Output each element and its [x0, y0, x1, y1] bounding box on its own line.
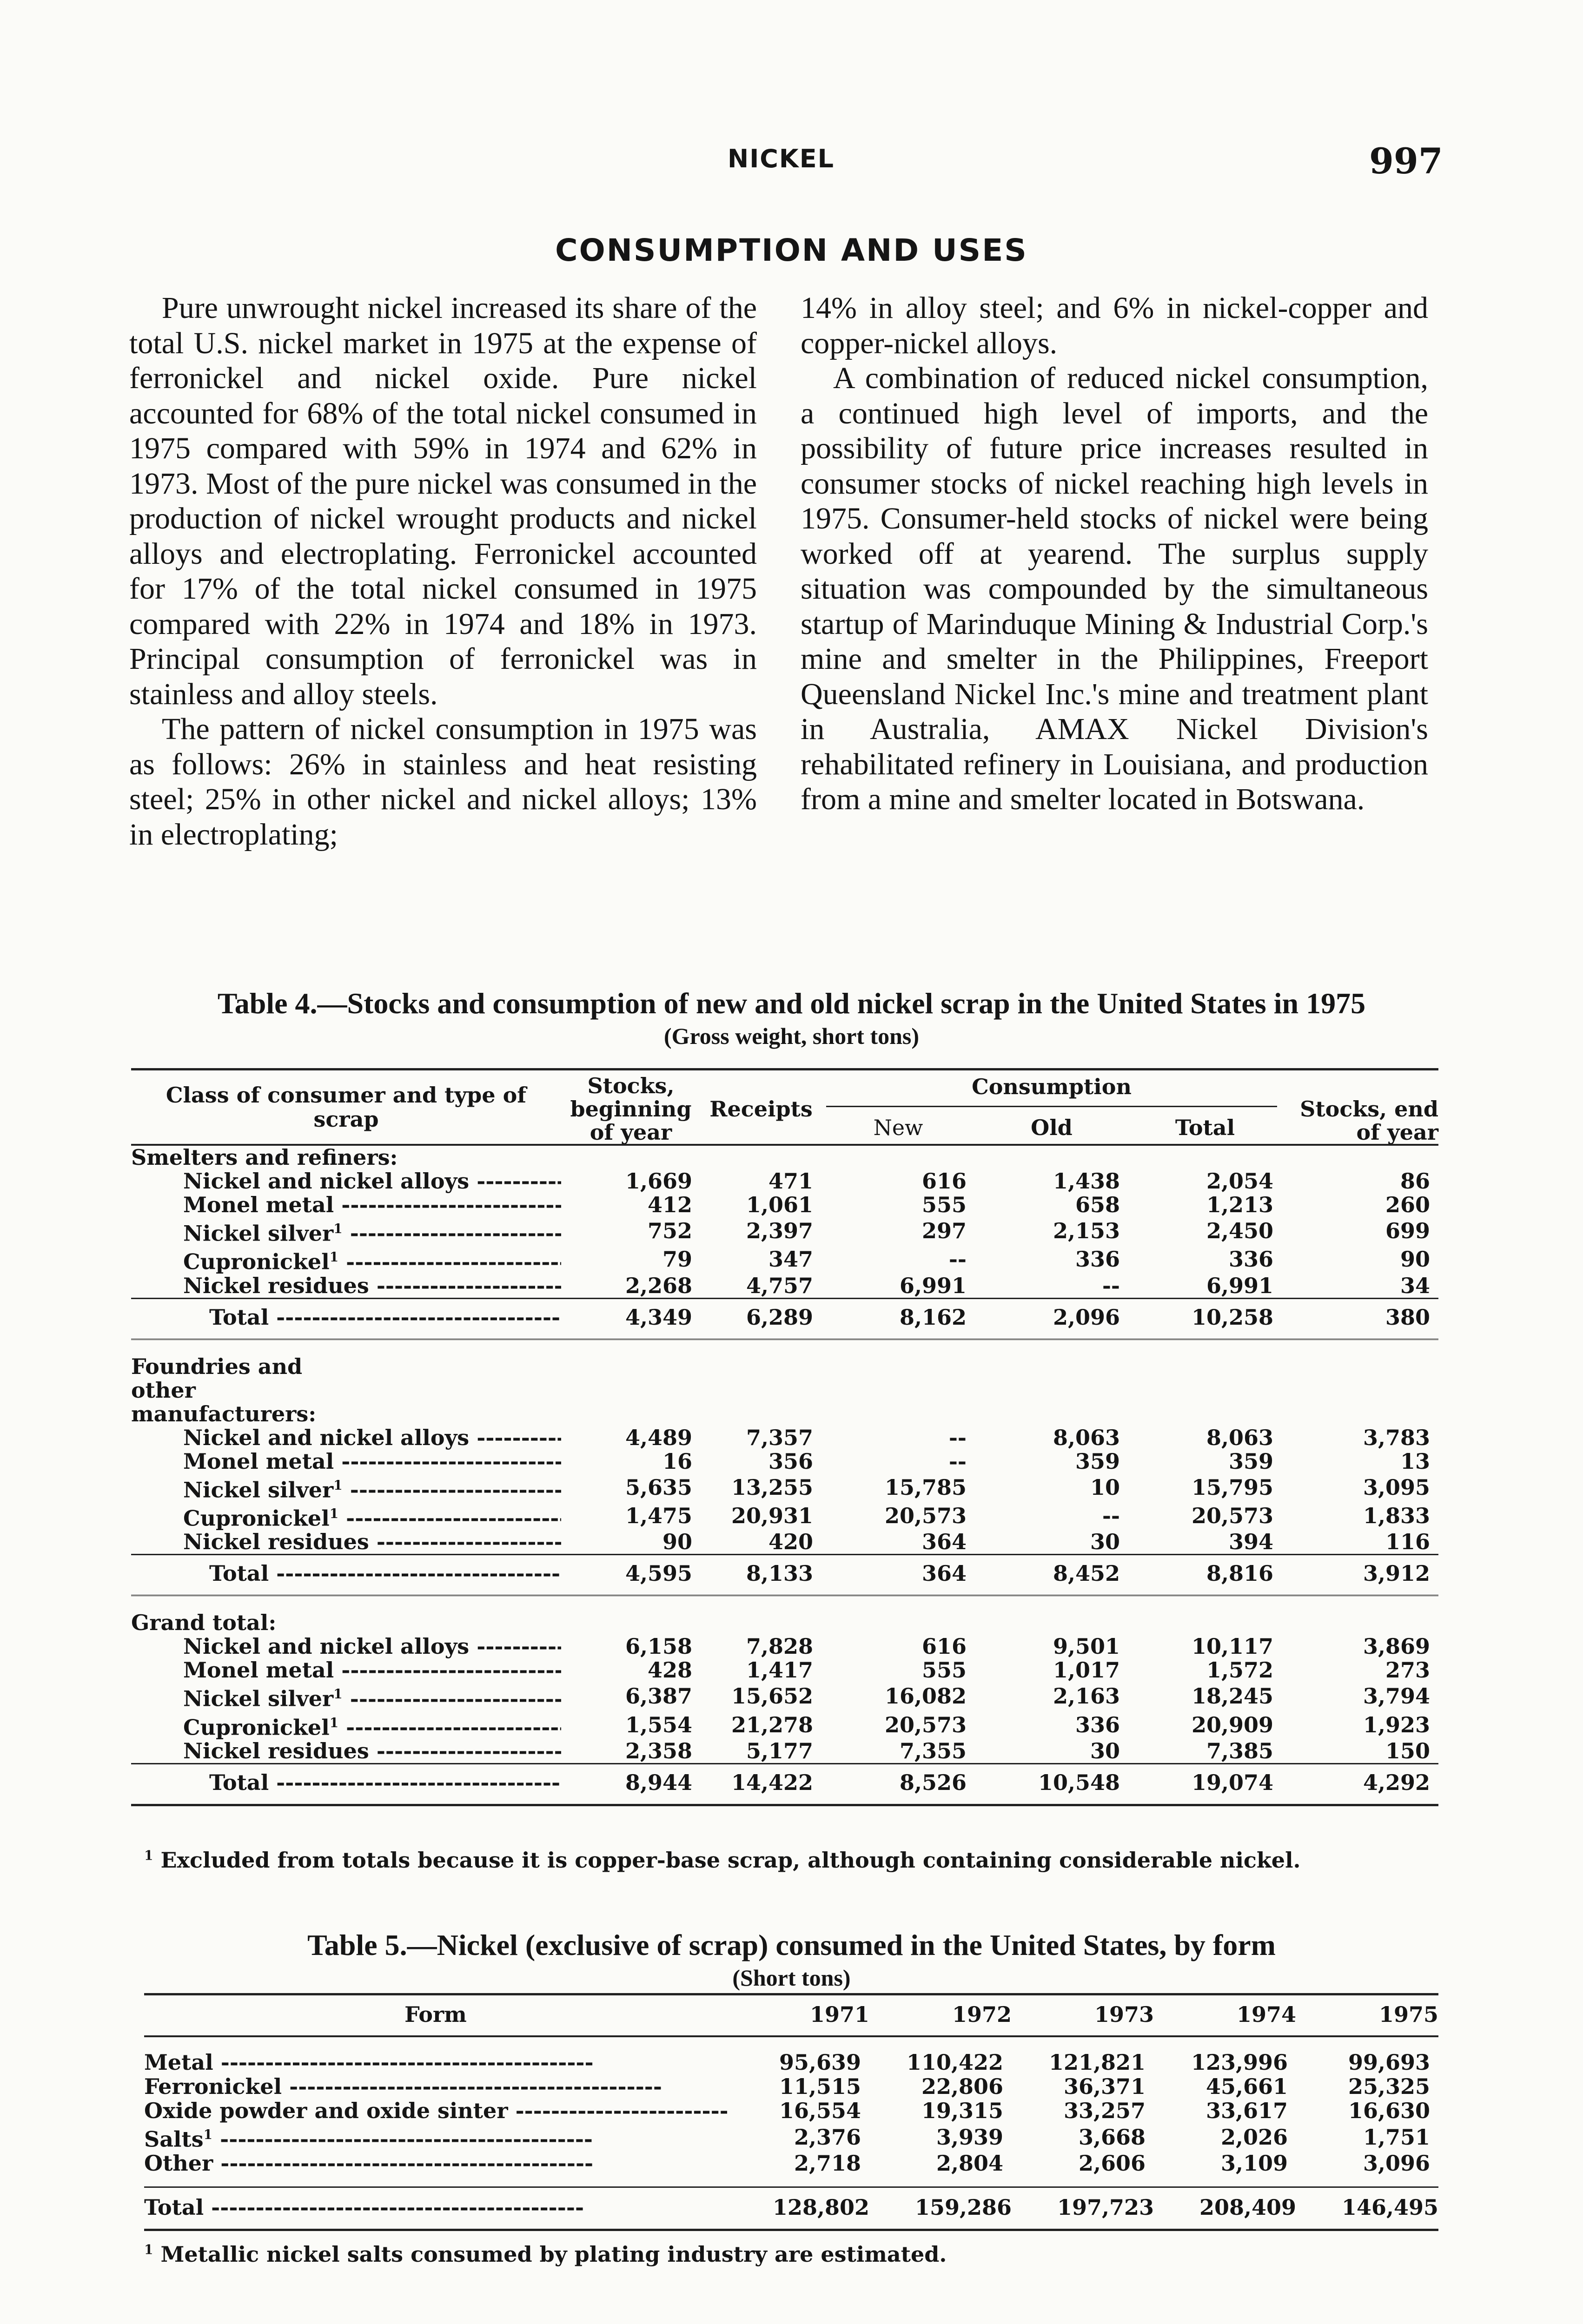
table-cell: 1,923	[1363, 1712, 1431, 1737]
total-cell: 128,802	[727, 2187, 869, 2230]
table-cell: 2,606	[1078, 2151, 1146, 2176]
table-cell: 7,355	[899, 1738, 967, 1763]
table-cell: 16,082	[884, 1684, 967, 1709]
table-row	[131, 1217, 1438, 1245]
paragraph: 14% in alloy steel; and 6% in nickel-copper and copper-nickel alloys.	[801, 291, 1428, 360]
leader-dots	[508, 2099, 727, 2123]
table-cell: 110,422	[906, 2050, 1003, 2075]
table5-footnote	[144, 2242, 947, 2267]
row-label	[131, 1193, 561, 1217]
col-header-class: Class of consumer and type of scrap	[131, 1070, 561, 1145]
col-header-old: Old	[1031, 1115, 1073, 1140]
total-row	[144, 2187, 1438, 2230]
table-cell: 1,438	[1053, 1169, 1120, 1194]
table-cell: 297	[921, 1218, 967, 1244]
table-cell: 347	[768, 1247, 813, 1272]
table-cell: 95,639	[779, 2050, 861, 2075]
col-header-year: 1974	[1154, 1994, 1296, 2037]
col-header-year: 1975	[1296, 1994, 1438, 2037]
table-cell: 1,572	[1206, 1657, 1274, 1683]
table-cell: 7,357	[746, 1425, 813, 1450]
table-row	[144, 2151, 1438, 2187]
table-cell: --	[948, 1448, 967, 1474]
leader-dots	[282, 2074, 662, 2099]
col-header-stocks-end: Stocks, end of year	[1282, 1070, 1438, 1145]
group-header-row	[131, 1596, 1438, 1635]
page-number: 997	[1369, 140, 1443, 182]
total-cell: 4,349	[561, 1298, 701, 1339]
table-cell: 90	[1400, 1247, 1431, 1272]
table-cell: 1,751	[1363, 2124, 1430, 2150]
footnote-mark: 1	[333, 1477, 343, 1493]
row-label	[131, 1473, 561, 1502]
table-cell: 15,785	[884, 1474, 967, 1500]
table-row	[131, 1169, 1438, 1193]
table-cell: 16,630	[1348, 2098, 1430, 2123]
leader-dots	[213, 2050, 594, 2074]
table-row	[131, 1502, 1438, 1530]
paragraph: A combination of reduced nickel consumption, a continued high level of imports, and the possibility of future price increases resulted in consumer stocks of nickel reaching high levels in 1975. Consumer-held stocks of nickel were being worked off at yearend. The surplus supply situation was compounded by the simultaneous startup of Marinduque Mining & Industrial Corp.'s mine and smelter in the Philippines, Freeport Queensland Nickel Inc.'s mine and treatment plant in Australia, AMAX Nickel Division's rehabilitated refinery in Louisiana, and production from a mine and smelter located in Botswana.	[801, 361, 1428, 816]
table-cell: 359	[1075, 1448, 1120, 1474]
table-cell: 13	[1400, 1448, 1431, 1474]
table-cell: 555	[921, 1192, 967, 1217]
row-label-text: Nickel silver	[183, 1477, 334, 1502]
table-row	[131, 1658, 1438, 1682]
row-label	[131, 1739, 561, 1764]
table4	[131, 1068, 1438, 1806]
total-cell: 4,292	[1282, 1763, 1438, 1805]
row-label	[131, 1711, 561, 1739]
row-label-text: Nickel silver	[183, 1221, 334, 1246]
table-row	[131, 1530, 1438, 1555]
total-cell: 3,912	[1282, 1555, 1438, 1596]
table-cell: 1,017	[1053, 1657, 1120, 1683]
table-cell: 5,635	[625, 1474, 692, 1500]
table-cell: 3,095	[1363, 1474, 1431, 1500]
leader-dots	[204, 2195, 584, 2220]
total-cell: 19,074	[1128, 1763, 1282, 1805]
row-label-text: Salts	[144, 2126, 204, 2152]
total-cell: 6,289	[701, 1298, 821, 1339]
table-cell: 1,669	[625, 1169, 692, 1194]
total-cell: 8,526	[821, 1763, 975, 1805]
table-cell: 22,806	[921, 2074, 1003, 2099]
row-label-text: Total	[209, 1304, 269, 1330]
table-cell: 1,475	[625, 1503, 692, 1529]
table-cell: 20,573	[884, 1712, 967, 1737]
leader-dots	[338, 1715, 561, 1739]
row-label-text: Nickel and nickel alloys	[183, 1635, 470, 1659]
footnote-mark: 1	[329, 1715, 339, 1730]
total-cell: 8,944	[561, 1763, 701, 1805]
section-title: CONSUMPTION AND USES	[555, 232, 1028, 268]
row-label-text: Monel metal	[183, 1658, 334, 1683]
col-header-consumption: Consumption	[826, 1074, 1277, 1107]
leader-dots	[343, 1686, 561, 1711]
table-cell: 359	[1228, 1448, 1274, 1474]
table-cell: 33,617	[1205, 2098, 1288, 2123]
table-cell: 6,158	[625, 1634, 692, 1659]
table-cell: 34	[1400, 1273, 1431, 1298]
row-label	[144, 2123, 727, 2151]
total-row	[131, 1763, 1438, 1805]
table-cell: 412	[647, 1192, 692, 1217]
table-cell: 752	[647, 1218, 692, 1244]
group-title: Foundries and other manufacturers:	[131, 1353, 317, 1426]
row-label-text: Cupronickel	[183, 1505, 330, 1531]
table-cell: 21,278	[731, 1712, 813, 1737]
row-label-text: Total	[209, 1769, 269, 1795]
table-cell: 2,358	[625, 1738, 692, 1763]
table-cell: 30	[1090, 1738, 1120, 1763]
table-cell: 3,794	[1363, 1684, 1431, 1709]
table-cell: 471	[768, 1169, 813, 1194]
table-cell: 33,257	[1063, 2098, 1146, 2123]
row-label	[144, 2074, 727, 2099]
table-cell: 1,061	[746, 1192, 813, 1217]
row-label-text: Oxide powder and oxide sinter	[144, 2099, 508, 2123]
row-label	[131, 1530, 561, 1555]
table-row	[131, 1682, 1438, 1710]
table-cell: 10,117	[1191, 1634, 1274, 1659]
table-cell: 1,213	[1206, 1192, 1274, 1217]
total-cell: 10,548	[975, 1763, 1128, 1805]
total-cell: 159,286	[869, 2187, 1012, 2230]
leader-dots	[369, 1274, 561, 1298]
table-cell: 8,063	[1206, 1425, 1274, 1450]
total-row	[131, 1555, 1438, 1596]
row-label	[131, 1169, 561, 1193]
table-cell: --	[948, 1425, 967, 1450]
table-row	[144, 2099, 1438, 2123]
footnote-mark: 1	[144, 1848, 153, 1863]
table-cell: 1,833	[1363, 1503, 1431, 1529]
total-cell: 364	[821, 1555, 975, 1596]
row-label	[131, 1502, 561, 1530]
table-cell: 9,501	[1053, 1634, 1120, 1659]
table-cell: --	[1102, 1273, 1120, 1298]
table-cell: 6,387	[625, 1684, 692, 1709]
table-cell: 7,385	[1206, 1738, 1274, 1763]
leader-dots	[334, 1450, 561, 1473]
col-header-year: 1973	[1012, 1994, 1154, 2037]
row-label-text: Nickel and nickel alloys	[183, 1426, 470, 1450]
leader-dots	[269, 1770, 561, 1795]
table-cell: 273	[1385, 1657, 1431, 1683]
paragraph: The pattern of nickel consumption in 1975 was as follows: 26% in stainless and heat resisting steel; 25% in other nickel and nickel alloys; 13% in electroplating;	[129, 712, 757, 852]
footnote-text: Excluded from totals because it is copper-base scrap, although containing considerable nickel.	[160, 1848, 1301, 1873]
table-cell: 16,554	[779, 2098, 861, 2123]
leader-dots	[269, 1561, 561, 1586]
table-cell: 616	[921, 1169, 967, 1194]
table5-title: Table 5.—Nickel (exclusive of scrap) consumed in the United States, by form	[307, 1928, 1276, 1961]
row-label	[131, 1763, 561, 1805]
row-label	[144, 2151, 727, 2187]
table5-subtitle: (Short tons)	[732, 1965, 851, 1991]
table-cell: 2,804	[936, 2151, 1003, 2176]
table-cell: 260	[1385, 1192, 1431, 1217]
leader-dots	[469, 1426, 561, 1450]
total-cell: 197,723	[1012, 2187, 1154, 2230]
table-cell: 1,554	[625, 1712, 692, 1737]
table-cell: 150	[1385, 1738, 1431, 1763]
table-cell: 20,931	[731, 1503, 813, 1529]
table-cell: 356	[768, 1448, 813, 1474]
table-cell: 86	[1400, 1169, 1431, 1194]
leader-dots	[469, 1169, 561, 1193]
leader-dots	[269, 1305, 561, 1330]
row-label-text: Metal	[144, 2050, 213, 2074]
leader-dots	[343, 1221, 561, 1245]
table-cell: 364	[921, 1529, 967, 1555]
table-cell: 3,939	[936, 2124, 1003, 2150]
row-label	[131, 1298, 561, 1339]
table-cell: 2,026	[1220, 2124, 1288, 2150]
table-cell: 121,821	[1048, 2050, 1146, 2075]
row-label-text: Cupronickel	[183, 1249, 330, 1274]
table-cell: 616	[921, 1634, 967, 1659]
group-title: Grand total:	[131, 1610, 277, 1636]
table-cell: 336	[1228, 1247, 1274, 1272]
footnote-mark: 1	[144, 2242, 153, 2258]
row-label-text: Ferronickel	[144, 2074, 282, 2099]
leader-dots	[212, 2126, 593, 2151]
total-cell: 208,409	[1154, 2187, 1296, 2230]
table-row	[131, 1711, 1438, 1739]
row-label	[131, 1635, 561, 1658]
table4-footnote	[144, 1848, 1301, 1873]
table-cell: 15,795	[1191, 1474, 1274, 1500]
row-label-text: Monel metal	[183, 1193, 334, 1217]
row-label	[131, 1658, 561, 1682]
table-cell: --	[1102, 1503, 1120, 1529]
table-cell: 2,153	[1053, 1218, 1120, 1244]
total-cell: 8,816	[1128, 1555, 1282, 1596]
footnote-mark: 1	[329, 1505, 339, 1521]
table-cell: 45,661	[1205, 2074, 1288, 2099]
row-label	[131, 1217, 561, 1245]
body-column-left	[129, 290, 757, 852]
table-row	[131, 1739, 1438, 1764]
row-label	[131, 1450, 561, 1473]
table-cell: 2,163	[1053, 1684, 1120, 1709]
table-cell: 2,718	[794, 2151, 861, 2176]
table5	[144, 1993, 1438, 2231]
row-label-text: Total	[209, 1561, 269, 1586]
table-cell: 3,109	[1220, 2151, 1288, 2176]
table-cell: 6,991	[1206, 1273, 1274, 1298]
table4-body	[131, 1145, 1438, 1805]
table-cell: 2,450	[1206, 1218, 1274, 1244]
table4-title: Table 4.—Stocks and consumption of new and old nickel scrap in the United States in 1975	[217, 987, 1366, 1020]
row-label-text: Monel metal	[183, 1449, 334, 1473]
table-cell: 18,245	[1191, 1684, 1274, 1709]
row-label	[144, 2187, 727, 2230]
table-cell: 11,515	[779, 2074, 861, 2099]
group-header-row	[131, 1339, 1438, 1426]
table-cell: 336	[1075, 1247, 1120, 1272]
leader-dots	[369, 1739, 561, 1763]
paragraph: Pure unwrought nickel increased its share of the total U.S. nickel market in 1975 at the expense of ferronickel and nickel oxide. Pure nickel accounted for 68% of the total nickel consumed in 1975 compared with 59% in 1974 and 62% in 1973. Most of the pure nickel was consumed in the production of nickel wrought products and nickel alloys and electroplating. Ferronickel accounted for 17% of the total nickel consumed in 1975 compared with 22% in 1974 and 18% in 1973. Principal consumption of ferronickel was in stainless and alloy steels.	[129, 291, 757, 711]
group-title: Smelters and refiners:	[131, 1145, 398, 1170]
table-cell: 16	[662, 1448, 692, 1474]
row-label-text: Nickel residues	[183, 1530, 369, 1555]
table-cell: 20,573	[884, 1503, 967, 1529]
footnote-mark: 1	[333, 1221, 343, 1236]
table-cell: 2,376	[794, 2124, 861, 2150]
table-cell: 123,996	[1191, 2050, 1288, 2075]
leader-dots	[338, 1249, 561, 1274]
table5-body	[144, 2036, 1438, 2230]
total-cell: 8,133	[701, 1555, 821, 1596]
table-cell: 13,255	[731, 1474, 813, 1500]
leader-dots	[338, 1505, 561, 1530]
total-cell: 14,422	[701, 1763, 821, 1805]
table-cell: 2,397	[746, 1218, 813, 1244]
table-row	[131, 1193, 1438, 1217]
total-row	[131, 1298, 1438, 1339]
table-row	[131, 1450, 1438, 1473]
table-cell: 699	[1385, 1218, 1431, 1244]
table-cell: 19,315	[921, 2098, 1003, 2123]
table-row	[144, 2074, 1438, 2099]
row-label	[131, 1245, 561, 1274]
body-column-right	[801, 290, 1428, 817]
table-cell: 6,991	[899, 1273, 967, 1298]
row-label-text: Cupronickel	[183, 1714, 330, 1739]
table-cell: 99,693	[1348, 2050, 1430, 2075]
table-cell: 658	[1075, 1192, 1120, 1217]
row-label-text: Other	[144, 2151, 213, 2176]
total-cell: 8,452	[975, 1555, 1128, 1596]
running-header	[0, 140, 1583, 182]
row-label	[131, 1682, 561, 1710]
table-cell: 20,573	[1191, 1503, 1274, 1529]
table-cell: 25,325	[1348, 2074, 1430, 2099]
col-header-total: Total	[1175, 1115, 1235, 1140]
leader-dots	[334, 1193, 561, 1217]
leader-dots	[213, 2151, 593, 2176]
footnote-mark: 1	[203, 2127, 213, 2142]
table-cell: 20,909	[1191, 1712, 1274, 1737]
row-label	[144, 2099, 727, 2123]
row-label	[144, 2036, 727, 2074]
table-cell: 2,268	[625, 1273, 692, 1298]
total-cell: 8,162	[821, 1298, 975, 1339]
total-cell: 146,495	[1296, 2187, 1438, 2230]
table-cell: 15,652	[731, 1684, 813, 1709]
table-row	[144, 2123, 1438, 2151]
row-label	[131, 1555, 561, 1596]
total-cell: 380	[1282, 1298, 1438, 1339]
leader-dots	[334, 1658, 561, 1682]
row-label-text: Nickel and nickel alloys	[183, 1169, 470, 1193]
table-cell: 5,177	[746, 1738, 813, 1763]
table-cell: 3,668	[1078, 2124, 1146, 2150]
table4-caption	[0, 986, 1583, 1050]
leader-dots	[469, 1635, 561, 1658]
table-cell: 2,054	[1206, 1169, 1274, 1194]
row-label	[131, 1426, 561, 1450]
table4-subtitle: (Gross weight, short tons)	[663, 1023, 920, 1049]
table-cell: 1,417	[746, 1657, 813, 1683]
col-header-year: 1971	[727, 1994, 869, 2037]
table-cell: 116	[1385, 1529, 1431, 1555]
row-label	[131, 1274, 561, 1299]
table-cell: 30	[1090, 1529, 1120, 1555]
table-row	[131, 1274, 1438, 1299]
table-cell: 36,371	[1063, 2074, 1146, 2099]
leader-dots	[369, 1530, 561, 1554]
total-cell: 10,258	[1128, 1298, 1282, 1339]
group-header-row	[131, 1145, 1438, 1169]
footnote-text: Metallic nickel salts consumed by plating industry are estimated.	[160, 2242, 947, 2267]
table-cell: --	[948, 1247, 967, 1272]
col-header-year: 1972	[869, 1994, 1012, 2037]
col-header-stocks-begin: Stocks, beginning of year	[561, 1070, 701, 1145]
table-cell: 3,096	[1363, 2151, 1430, 2176]
table-cell: 4,489	[625, 1425, 692, 1450]
table-row	[131, 1635, 1438, 1658]
footnote-mark: 1	[333, 1686, 343, 1702]
table-cell: 420	[768, 1529, 813, 1555]
row-label-text: Nickel silver	[183, 1686, 334, 1711]
table-row	[131, 1473, 1438, 1502]
table-row	[131, 1426, 1438, 1450]
table-row	[131, 1245, 1438, 1274]
table-cell: 3,869	[1363, 1634, 1431, 1659]
leader-dots	[343, 1477, 561, 1502]
running-title: NICKEL	[728, 144, 835, 173]
table-cell: 10	[1090, 1474, 1120, 1500]
total-cell: 2,096	[975, 1298, 1128, 1339]
table-cell: 428	[647, 1657, 692, 1683]
table-cell: 7,828	[746, 1634, 813, 1659]
table-cell: 555	[921, 1657, 967, 1683]
row-label-text: Nickel residues	[183, 1274, 369, 1298]
col-header-new: New	[873, 1115, 923, 1140]
table-cell: 4,757	[746, 1273, 813, 1298]
row-label-text: Total	[144, 2195, 204, 2220]
table5-caption	[0, 1928, 1583, 1991]
table-cell: 3,783	[1363, 1425, 1431, 1450]
col-header-form: Form	[144, 1994, 727, 2037]
table-cell: 336	[1075, 1712, 1120, 1737]
table-cell: 8,063	[1053, 1425, 1120, 1450]
total-cell: 4,595	[561, 1555, 701, 1596]
footnote-mark: 1	[329, 1249, 339, 1265]
table-cell: 79	[662, 1247, 692, 1272]
table-row	[144, 2036, 1438, 2074]
row-label-text: Nickel residues	[183, 1739, 369, 1763]
table-cell: 394	[1228, 1529, 1274, 1555]
col-header-receipts: Receipts	[701, 1070, 821, 1145]
table-cell: 90	[662, 1529, 692, 1555]
